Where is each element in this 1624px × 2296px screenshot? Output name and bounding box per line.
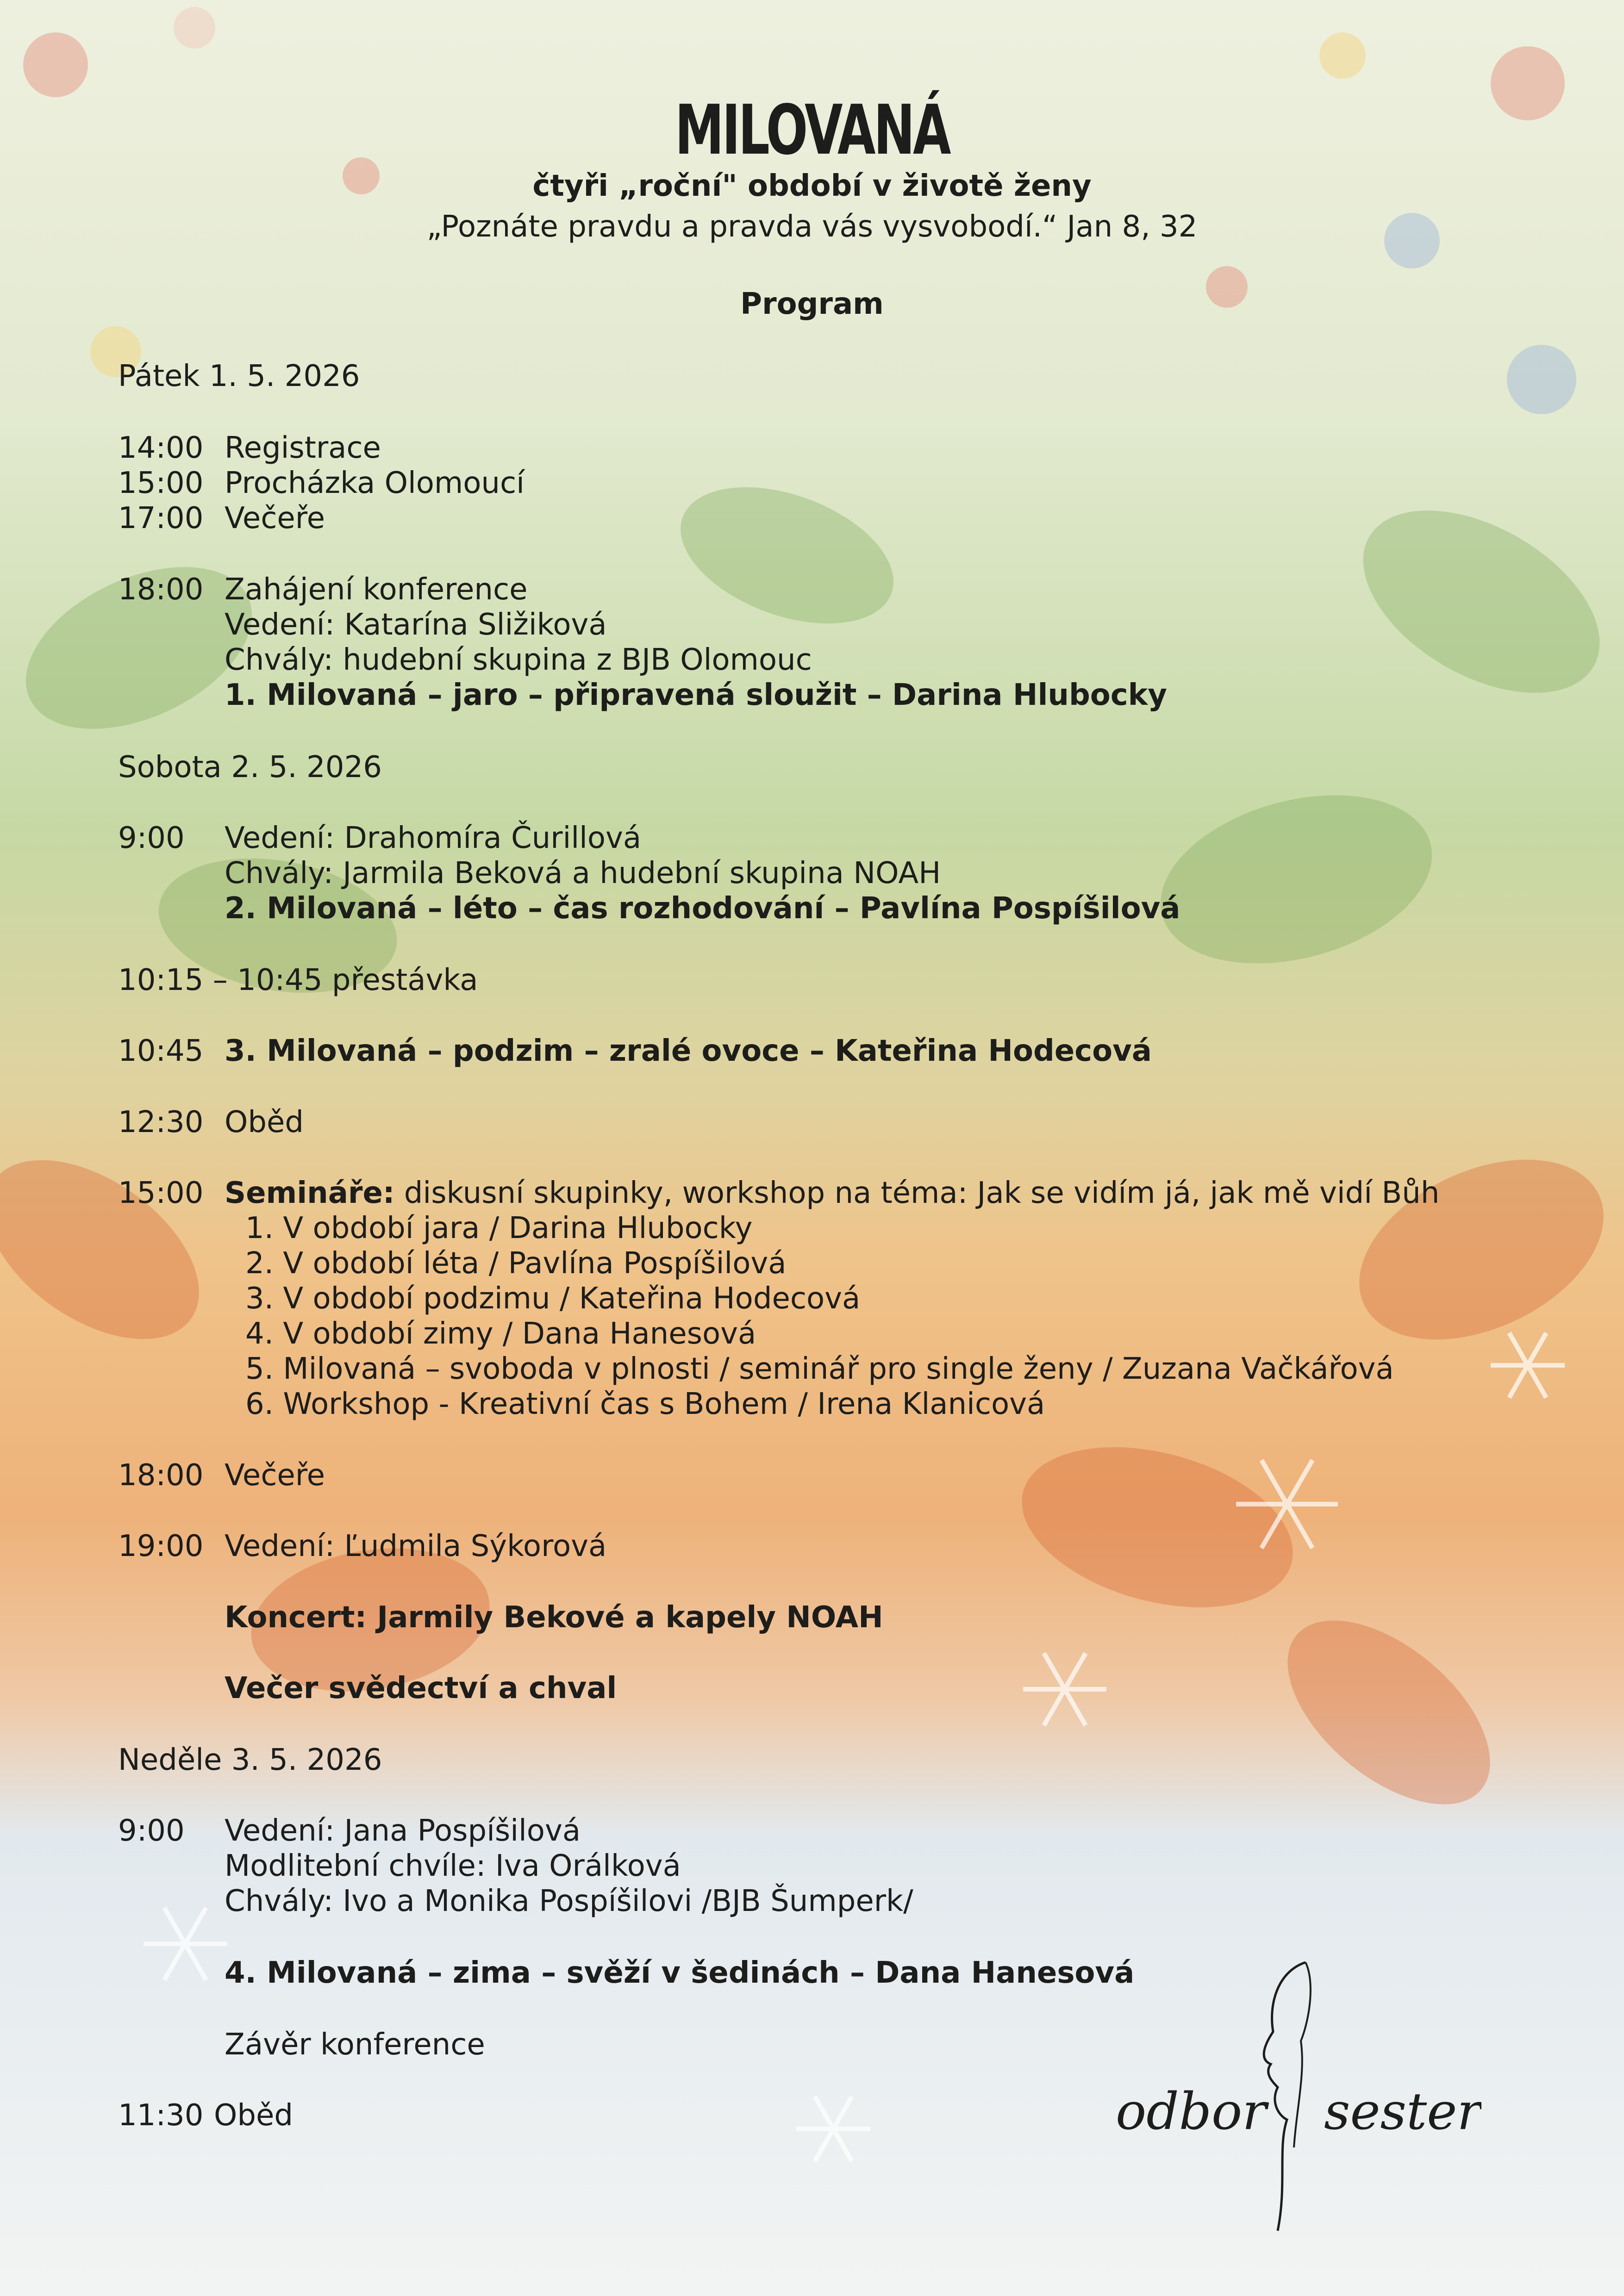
logo-text-right: sester (1324, 2082, 1481, 2141)
saturday-talk-3: 3. Milovaná – podzim – zralé ovoce – Kateřina Hodecová (225, 1034, 1152, 1068)
sunday-lead: Vedení: Jana Pospíšilová (225, 1814, 581, 1848)
odbor-sester-logo (1111, 1953, 1481, 2242)
saturday-time-1230: 12:30 (118, 1105, 204, 1139)
friday-item-3: Večeře (225, 501, 325, 535)
saturday-time-1500: 15:00 (118, 1176, 204, 1210)
bible-quote: „Poznáte pravdu a pravda vás vysvobodí.“ Jan 8, 32 (426, 210, 1198, 244)
friday-time-3: 17:00 (118, 501, 204, 535)
saturday-time-1045: 10:45 (118, 1034, 204, 1068)
saturday-testimony: Večer svědectví a chval (225, 1671, 617, 1705)
friday-item-2: Procházka Olomoucí (225, 466, 525, 500)
seminar-item: 6. Workshop - Kreativní čas s Bohem / Irena Klanicová (245, 1387, 1045, 1421)
saturday-time-900: 9:00 (118, 821, 185, 855)
saturday-dinner: Večeře (225, 1458, 325, 1493)
friday-time-2: 15:00 (118, 466, 204, 500)
saturday-lunch: Oběd (225, 1105, 304, 1139)
sunday-time-1130: 11:30 (118, 2098, 204, 2133)
friday-time-4: 18:00 (118, 572, 204, 607)
saturday-lead: Vedení: Drahomíra Čurillová (225, 821, 642, 855)
seminars-intro (225, 1176, 1439, 1211)
friday-time-1: 14:00 (118, 431, 204, 465)
saturday-talk-2: 2. Milovaná – léto – čas rozhodování – Pavlína Pospíšilová (225, 891, 1181, 926)
friday-date: Pátek 1. 5. 2026 (118, 359, 360, 393)
seminar-item: 2. V období léta / Pavlína Pospíšilová (245, 1246, 787, 1281)
woman-profile-icon (1111, 1953, 1481, 2240)
friday-talk: 1. Milovaná – jaro – připravená sloužit – Darina Hlubocky (225, 678, 1167, 712)
friday-item-4: Zahájení konference (225, 572, 528, 607)
seminar-item: 4. V období zimy / Dana Hanesová (245, 1317, 756, 1351)
saturday-time-1900: 19:00 (118, 1529, 204, 1563)
seminars-text: diskusní skupinky, workshop na téma: Jak se vidím já, jak mě vidí Bůh (394, 1176, 1440, 1210)
friday-worship: Chvály: hudební skupina z BJB Olomouc (225, 643, 812, 677)
saturday-time-1800: 18:00 (118, 1458, 204, 1493)
sunday-date: Neděle 3. 5. 2026 (118, 1743, 382, 1777)
sunday-closing: Závěr konference (225, 2028, 485, 2062)
saturday-break: 10:15 – 10:45 přestávka (118, 963, 478, 997)
subtitle: čtyři „roční" období v životě ženy (532, 169, 1092, 203)
sunday-talk-4: 4. Milovaná – zima – svěží v šedinách – Dana Hanesová (225, 1956, 1135, 1990)
page-title: MILOVANÁ (675, 90, 949, 170)
seminar-item: 5. Milovaná – svoboda v plnosti / seminář pro single ženy / Zuzana Vačkářová (245, 1352, 1394, 1386)
logo-text-left: odbor (1116, 2082, 1267, 2141)
sunday-time-900: 9:00 (118, 1814, 185, 1848)
seminar-item: 3. V období podzimu / Kateřina Hodecová (245, 1282, 861, 1316)
friday-lead: Vedení: Katarína Sližiková (225, 608, 607, 642)
program-heading: Program (740, 287, 884, 321)
seminars-label: Semináře: (225, 1176, 395, 1210)
friday-item-1: Registrace (225, 431, 381, 465)
seminar-item: 1. V období jara / Darina Hlubocky (245, 1211, 753, 1245)
sunday-lunch: Oběd (214, 2098, 293, 2133)
saturday-evening-lead: Vedení: Ľudmila Sýkorová (225, 1529, 607, 1563)
sunday-worship: Chvály: Ivo a Monika Pospíšilovi /BJB Šumperk/ (225, 1884, 913, 1918)
saturday-worship: Chvály: Jarmila Beková a hudební skupina NOAH (225, 856, 941, 890)
sunday-prayer: Modlitební chvíle: Iva Orálková (225, 1849, 681, 1883)
saturday-date: Sobota 2. 5. 2026 (118, 750, 382, 784)
saturday-concert: Koncert: Jarmily Bekové a kapely NOAH (225, 1600, 883, 1635)
